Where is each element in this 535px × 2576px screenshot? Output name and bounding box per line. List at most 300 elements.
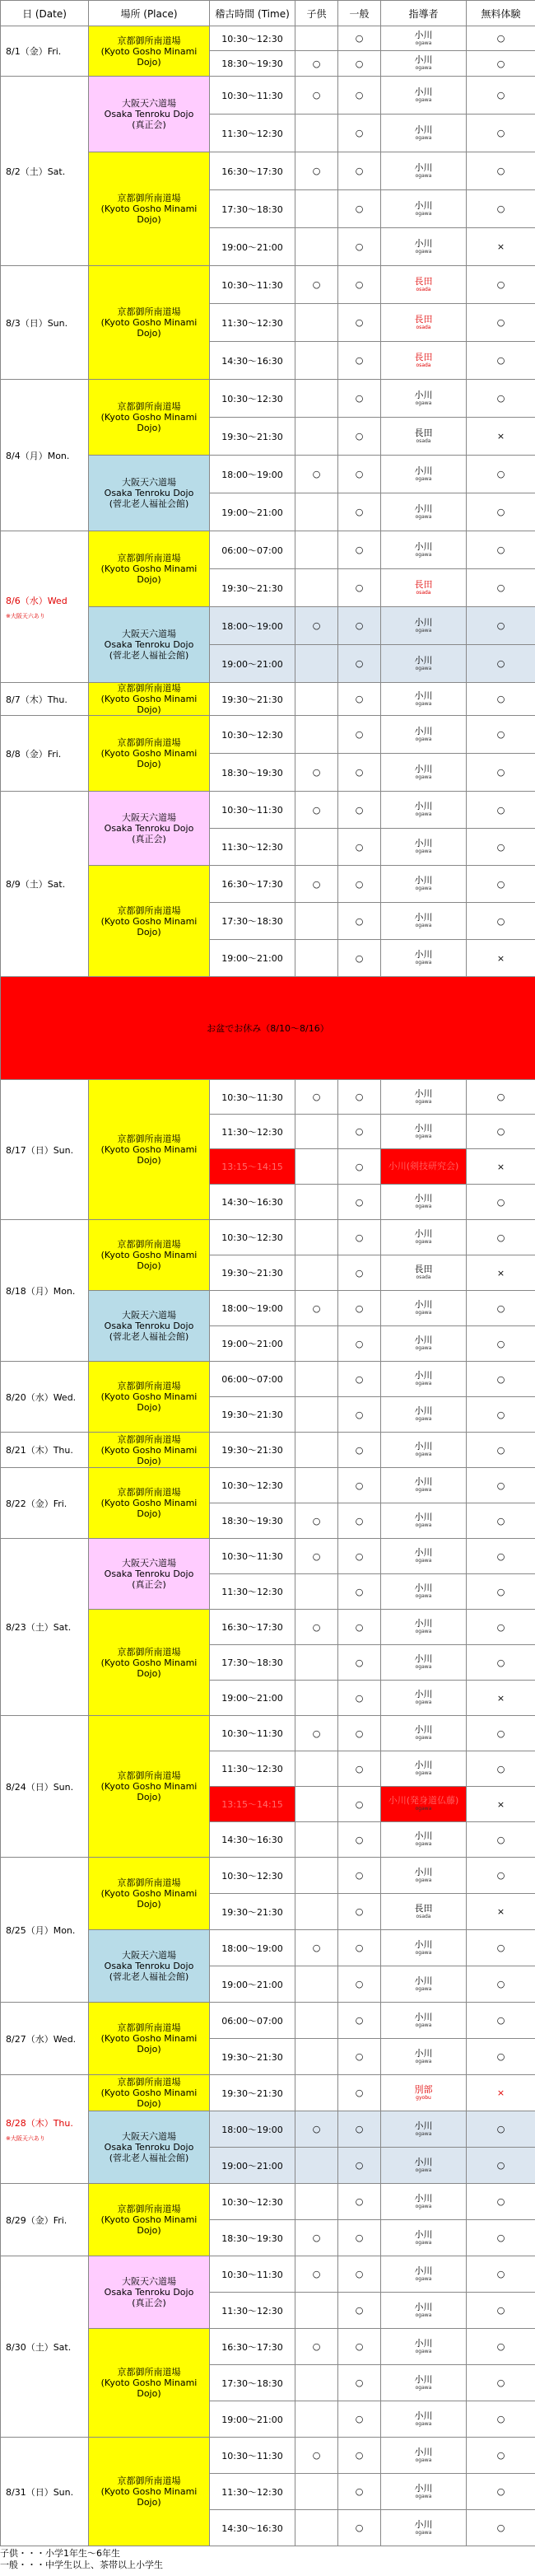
place-line: (真正会)	[132, 1579, 166, 1590]
date-cell	[1, 1468, 89, 1539]
free-trial-cell: ○	[467, 1291, 535, 1326]
place-line: Dojo)	[137, 56, 161, 68]
general-cell: ○	[338, 645, 381, 683]
header-free-trial: 無料体験	[467, 1, 535, 26]
place-line: (菅北老人福祉会館)	[109, 1971, 189, 1982]
general-cell: ○	[338, 2256, 381, 2293]
header-children: 子供	[295, 1, 338, 26]
date-cell	[1, 1858, 89, 2003]
instructor-romaji: ogawa	[415, 1699, 432, 1705]
instructor-romaji: ogawa	[415, 1770, 432, 1776]
general-cell: ○	[338, 2438, 381, 2474]
date-note: ※大阪天六あり	[6, 612, 45, 619]
instructor-romaji: ogawa	[415, 1877, 432, 1883]
place-line: (Kyoto Gosho Minami	[100, 1888, 198, 1899]
children-cell: ○	[295, 1291, 338, 1326]
free-trial-cell: ○	[467, 1716, 535, 1751]
instructor-name: 小川	[414, 2373, 433, 2385]
instructor-name: 小川	[414, 1760, 433, 1770]
instructor-romaji: ogawa	[415, 248, 432, 255]
instructor-romaji: ogawa	[415, 513, 432, 520]
children-cell	[295, 1574, 338, 1610]
time-cell: 10:30〜12:30	[210, 1468, 295, 1503]
place-line: (Kyoto Gosho Minami	[100, 2486, 198, 2497]
place-cell	[89, 1858, 210, 1930]
session-row	[1, 26, 535, 51]
instructor-cell	[381, 1080, 467, 1115]
date-cell	[1, 1362, 89, 1433]
instructor-romaji: ogawa	[415, 1841, 432, 1847]
place-line: 大阪天六道場	[122, 98, 176, 109]
instructor-name: 小川	[414, 199, 433, 211]
date-cell	[1, 1539, 89, 1716]
free-trial-cell: ○	[467, 792, 535, 829]
place-line: 京都御所南道場	[117, 737, 181, 748]
instructor-cell	[381, 2075, 467, 2111]
instructor-name: 長田	[414, 275, 433, 287]
place-cell	[89, 1539, 210, 1610]
time-cell: 11:30〜12:30	[210, 115, 295, 152]
header-general: 一般	[338, 1, 381, 26]
general-cell: ○	[338, 2329, 381, 2365]
place-line: Dojo)	[137, 1508, 161, 1519]
time-cell: 19:30〜21:30	[210, 569, 295, 607]
time-cell: 17:30〜18:30	[210, 903, 295, 940]
place-line: 京都御所南道場	[117, 553, 181, 563]
instructor-cell	[381, 1397, 467, 1433]
place-line: 京都御所南道場	[117, 1134, 181, 1144]
children-cell	[295, 1858, 338, 1894]
children-cell: ○	[295, 1610, 338, 1645]
place-line: (Kyoto Gosho Minami	[100, 1781, 198, 1792]
time-cell: 19:00〜21:00	[210, 493, 295, 531]
date-cell	[1, 531, 89, 683]
place-cell	[89, 1291, 210, 1362]
time-cell: 10:30〜11:30	[210, 1716, 295, 1751]
time-cell: 18:00〜19:00	[210, 1930, 295, 1966]
date-cell	[1, 2075, 89, 2184]
time-cell: 19:00〜21:00	[210, 940, 295, 977]
session-row	[1, 1539, 535, 1574]
time-cell: 19:00〜21:00	[210, 1681, 295, 1716]
time-cell: 18:30〜19:30	[210, 2220, 295, 2256]
children-cell: ○	[295, 2329, 338, 2365]
instructor-romaji: ogawa	[415, 736, 432, 742]
time-cell: 11:30〜12:30	[210, 829, 295, 866]
children-cell: ○	[295, 152, 338, 190]
children-cell: ○	[295, 1503, 338, 1539]
children-cell: ○	[295, 266, 338, 304]
instructor-romaji: ogawa	[415, 2420, 432, 2427]
place-line: (Kyoto Gosho Minami	[100, 1144, 198, 1155]
instructor-romaji: ogawa	[415, 811, 432, 817]
instructor-name: 別部	[414, 2083, 433, 2095]
children-cell	[295, 569, 338, 607]
place-line: 京都御所南道場	[117, 1877, 181, 1888]
instructor-name: 小川	[414, 1122, 433, 1134]
time-cell: 19:30〜21:30	[210, 2039, 295, 2075]
date-cell	[1, 2184, 89, 2256]
place-line: Dojo)	[137, 1260, 161, 1271]
children-cell	[295, 228, 338, 266]
time-cell: 19:30〜21:30	[210, 1894, 295, 1930]
place-line: Osaka Tenroku Dojo	[104, 823, 194, 834]
general-cell: ○	[338, 754, 381, 792]
instructor-cell	[381, 2003, 467, 2039]
children-cell	[295, 1645, 338, 1681]
header-time: 稽古時間 (Time)	[210, 1, 295, 26]
free-trial-cell: ○	[467, 2401, 535, 2438]
place-line: 京都御所南道場	[117, 306, 181, 317]
time-cell: 19:00〜21:00	[210, 228, 295, 266]
instructor-romaji: ogawa	[415, 475, 432, 482]
place-line: 京都御所南道場	[117, 2077, 181, 2087]
free-trial-cell: ×	[467, 1149, 535, 1185]
place-line: Osaka Tenroku Dojo	[104, 2287, 194, 2298]
instructor-romaji: ogawa	[415, 2384, 432, 2391]
instructor-romaji: ogawa	[415, 2493, 432, 2499]
children-cell	[295, 903, 338, 940]
general-cell: ○	[338, 1503, 381, 1539]
date-label: 8/8（金）Fri.	[6, 748, 62, 760]
place-line: (Kyoto Gosho Minami	[100, 915, 198, 927]
free-trial-cell: ×	[467, 1787, 535, 1822]
general-cell: ○	[338, 940, 381, 977]
place-line: (真正会)	[132, 2298, 166, 2308]
children-cell	[295, 1787, 338, 1822]
place-line: Dojo)	[137, 759, 161, 769]
time-cell: 16:30〜17:30	[210, 866, 295, 903]
instructor-cell	[381, 1930, 467, 1966]
date-label: 8/3（日）Sun.	[6, 317, 68, 329]
children-cell	[295, 2401, 338, 2438]
instructor-cell	[381, 645, 467, 683]
time-cell: 19:30〜21:30	[210, 1255, 295, 1291]
time-cell: 13:15〜14:15	[210, 1149, 295, 1185]
free-trial-cell: ○	[467, 77, 535, 115]
instructor-cell	[381, 2256, 467, 2293]
children-cell: ○	[295, 77, 338, 115]
time-cell: 14:30〜16:30	[210, 1185, 295, 1220]
children-cell: ○	[295, 2256, 338, 2293]
time-cell: 06:00〜07:00	[210, 531, 295, 569]
instructor-romaji: ogawa	[415, 923, 432, 928]
time-cell: 13:15〜14:15	[210, 1787, 295, 1822]
time-cell: 10:30〜12:30	[210, 716, 295, 754]
place-line: Dojo)	[137, 1155, 161, 1166]
instructor-romaji: ogawa	[415, 1735, 432, 1741]
free-trial-cell: ○	[467, 1115, 535, 1149]
date-label: 8/1（金）Fri.	[6, 46, 62, 57]
instructor-romaji: ogawa	[415, 1806, 432, 1812]
children-cell	[295, 1822, 338, 1858]
children-cell	[295, 1362, 338, 1397]
instructor-cell	[381, 1115, 467, 1149]
time-cell: 19:30〜21:30	[210, 2075, 295, 2111]
instructor-name: 小川	[414, 86, 433, 97]
date-cell	[1, 1220, 89, 1362]
instructor-romaji: ogawa	[415, 1452, 432, 1457]
instructor-cell	[381, 304, 467, 342]
place-line: 大阪天六道場	[122, 1950, 176, 1961]
session-row	[1, 2256, 535, 2293]
children-cell	[295, 2075, 338, 2111]
instructor-name: 小川	[414, 1583, 433, 1593]
children-cell	[295, 2184, 338, 2220]
free-trial-cell: ○	[467, 2365, 535, 2401]
instructor-cell	[381, 1787, 467, 1822]
instructor-name: 小川	[414, 2011, 433, 2022]
place-line: (Kyoto Gosho Minami	[100, 2087, 198, 2098]
session-row	[1, 1468, 535, 1503]
free-trial-cell: ○	[467, 342, 535, 380]
general-cell: ○	[338, 1539, 381, 1574]
instructor-name: 小川	[414, 690, 433, 701]
free-trial-cell: ×	[467, 418, 535, 456]
free-trial-cell: ×	[467, 1681, 535, 1716]
free-trial-cell: ○	[467, 1220, 535, 1255]
place-line: 京都御所南道場	[117, 1770, 181, 1781]
instructor-cell	[381, 1220, 467, 1255]
instructor-romaji: ogawa	[415, 1629, 432, 1634]
time-cell: 10:30〜11:30	[210, 266, 295, 304]
free-trial-cell: ○	[467, 2111, 535, 2148]
instructor-cell	[381, 266, 467, 304]
time-cell: 10:30〜11:30	[210, 792, 295, 829]
header-place: 場所 (Place)	[89, 1, 210, 26]
instructor-name: 小川(剣技研究会)	[388, 1161, 459, 1171]
place-cell	[89, 2184, 210, 2256]
instructor-name: 小川	[414, 1193, 433, 1204]
instructor-romaji: ogawa	[415, 172, 432, 179]
general-cell: ○	[338, 2510, 381, 2546]
free-trial-cell: ○	[467, 2474, 535, 2510]
instructor-name: 小川	[414, 465, 433, 476]
free-trial-cell: ○	[467, 2256, 535, 2293]
time-cell: 10:30〜11:30	[210, 1539, 295, 1574]
place-line: Dojo)	[137, 574, 161, 585]
instructor-cell	[381, 2474, 467, 2510]
instructor-name: 小川	[414, 1547, 433, 1558]
instructor-romaji: ogawa	[415, 774, 432, 780]
instructor-cell	[381, 2510, 467, 2546]
session-row	[1, 1362, 535, 1397]
instructor-cell	[381, 1433, 467, 1468]
instructor-name: 長田	[414, 1264, 433, 1274]
date-label: 8/25（月）Mon.	[6, 1924, 76, 1936]
general-cell: ○	[338, 866, 381, 903]
place-cell	[89, 1610, 210, 1716]
instructor-name: 小川	[414, 124, 433, 135]
time-cell: 16:30〜17:30	[210, 152, 295, 190]
children-cell: ○	[295, 1716, 338, 1751]
instructor-romaji: ogawa	[415, 1593, 432, 1599]
time-cell: 10:30〜11:30	[210, 1080, 295, 1115]
free-trial-cell: ○	[467, 380, 535, 418]
children-cell	[295, 2293, 338, 2329]
free-trial-cell: ○	[467, 2220, 535, 2256]
instructor-romaji: ogawa	[415, 886, 432, 891]
date-cell	[1, 716, 89, 792]
children-cell	[295, 1894, 338, 1930]
instructor-cell	[381, 1645, 467, 1681]
place-line: (Kyoto Gosho Minami	[100, 2214, 198, 2225]
place-cell	[89, 1080, 210, 1220]
place-cell	[89, 2256, 210, 2329]
time-cell: 18:00〜19:00	[210, 1291, 295, 1326]
general-cell: ○	[338, 903, 381, 940]
instructor-cell	[381, 829, 467, 866]
session-row	[1, 792, 535, 829]
time-cell: 11:30〜12:30	[210, 1115, 295, 1149]
place-line: Dojo)	[137, 1899, 161, 1910]
place-line: 京都御所南道場	[117, 1646, 181, 1657]
instructor-cell	[381, 152, 467, 190]
date-label: 8/22（金）Fri.	[6, 1498, 67, 1509]
general-cell: ○	[338, 1966, 381, 2003]
instructor-name: 小川	[414, 2518, 433, 2530]
place-line: 大阪天六道場	[122, 1310, 176, 1321]
place-cell	[89, 1362, 210, 1433]
children-cell	[295, 1185, 338, 1220]
instructor-romaji: osada	[416, 286, 431, 292]
general-cell: ○	[338, 1751, 381, 1787]
place-line: 京都御所南道場	[117, 401, 181, 412]
time-cell: 10:30〜12:30	[210, 380, 295, 418]
instructor-romaji: osada	[416, 1274, 431, 1280]
date-label: 8/2（土）Sat.	[6, 166, 66, 177]
general-cell: ○	[338, 418, 381, 456]
time-cell: 19:30〜21:30	[210, 1433, 295, 1468]
free-trial-cell: ○	[467, 493, 535, 531]
place-line: (Kyoto Gosho Minami	[100, 2033, 198, 2044]
place-line: 京都御所南道場	[117, 193, 181, 203]
free-trial-cell: ○	[467, 1503, 535, 1539]
place-cell	[89, 866, 210, 977]
general-cell: ○	[338, 304, 381, 342]
instructor-name: 小川	[414, 1299, 433, 1310]
instructor-name: 小川	[414, 2156, 433, 2167]
instructor-cell	[381, 1503, 467, 1539]
date-label: 8/31（日）Sun.	[6, 2486, 74, 2498]
children-cell	[295, 2510, 338, 2546]
place-line: 京都御所南道場	[117, 2475, 181, 2486]
general-cell: ○	[338, 683, 381, 716]
place-line: (菅北老人福祉会館)	[109, 498, 189, 509]
instructor-romaji: osada	[416, 437, 431, 444]
general-cell: ○	[338, 1716, 381, 1751]
instructor-cell	[381, 1326, 467, 1362]
children-cell	[295, 1468, 338, 1503]
children-cell	[295, 2365, 338, 2401]
general-cell: ○	[338, 115, 381, 152]
free-trial-cell: ○	[467, 304, 535, 342]
instructor-romaji: ogawa	[415, 1381, 432, 1386]
instructor-cell	[381, 866, 467, 903]
place-line: Dojo)	[137, 423, 161, 433]
instructor-name: 小川	[414, 912, 433, 923]
time-cell: 14:30〜16:30	[210, 342, 295, 380]
header-row	[1, 1, 535, 26]
instructor-cell	[381, 1185, 467, 1220]
instructor-cell	[381, 2111, 467, 2148]
instructor-romaji: ogawa	[415, 400, 432, 406]
place-line: (菅北老人福祉会館)	[109, 650, 189, 661]
instructor-name: 小川	[414, 1405, 433, 1416]
place-line: 京都御所南道場	[117, 2367, 181, 2377]
schedule-body	[1, 26, 535, 2546]
instructor-cell	[381, 2438, 467, 2474]
date-cell	[1, 266, 89, 380]
instructor-romaji: ogawa	[415, 1949, 432, 1956]
place-line: (Kyoto Gosho Minami	[100, 1250, 198, 1260]
place-line: (真正会)	[132, 834, 166, 844]
place-cell	[89, 380, 210, 456]
general-cell: ○	[338, 569, 381, 607]
place-line: 大阪天六道場	[122, 812, 176, 823]
free-trial-cell: ○	[467, 115, 535, 152]
time-cell: 19:00〜21:00	[210, 2401, 295, 2438]
time-cell: 16:30〜17:30	[210, 1610, 295, 1645]
place-cell	[89, 792, 210, 866]
place-cell	[89, 1220, 210, 1291]
date-label: 8/30（土）Sat.	[6, 2341, 72, 2353]
children-cell	[295, 940, 338, 977]
free-trial-cell: ×	[467, 228, 535, 266]
place-line: (Kyoto Gosho Minami	[100, 1657, 198, 1668]
general-cell: ○	[338, 1185, 381, 1220]
children-cell	[295, 190, 338, 228]
place-cell	[89, 2111, 210, 2184]
date-label: 8/9（土）Sat.	[6, 879, 66, 890]
children-cell	[295, 1751, 338, 1787]
place-line: (Kyoto Gosho Minami	[100, 748, 198, 759]
instructor-name: 小川	[414, 1689, 433, 1699]
instructor-romaji: ogawa	[415, 1133, 432, 1139]
instructor-cell	[381, 792, 467, 829]
children-cell: ○	[295, 2438, 338, 2474]
place-line: 大阪天六道場	[122, 2131, 176, 2142]
children-cell	[295, 418, 338, 456]
place-line: (Kyoto Gosho Minami	[100, 563, 198, 574]
place-cell	[89, 1930, 210, 2003]
general-cell: ○	[338, 1610, 381, 1645]
header-date: 日 (Date)	[1, 1, 89, 26]
place-line: (真正会)	[132, 119, 166, 130]
general-cell: ○	[338, 2184, 381, 2220]
instructor-name: 長田	[414, 578, 433, 590]
free-trial-cell: ×	[467, 940, 535, 977]
children-cell	[295, 531, 338, 569]
time-cell: 10:30〜12:30	[210, 2184, 295, 2220]
free-trial-cell: ○	[467, 1610, 535, 1645]
general-cell: ○	[338, 1149, 381, 1185]
place-line: Osaka Tenroku Dojo	[104, 109, 194, 119]
time-cell: 10:30〜11:30	[210, 77, 295, 115]
date-cell	[1, 2003, 89, 2075]
instructor-cell	[381, 1149, 467, 1185]
instructor-name: 小川	[414, 1653, 433, 1664]
instructor-name: 小川	[414, 2120, 433, 2131]
instructor-cell	[381, 342, 467, 380]
instructor-cell	[381, 1610, 467, 1645]
instructor-cell	[381, 493, 467, 531]
instructor-cell	[381, 190, 467, 228]
date-note: ※大阪天六あり	[6, 2134, 45, 2142]
general-cell: ○	[338, 26, 381, 51]
instructor-name: 小川	[414, 1441, 433, 1452]
place-cell	[89, 2438, 210, 2546]
